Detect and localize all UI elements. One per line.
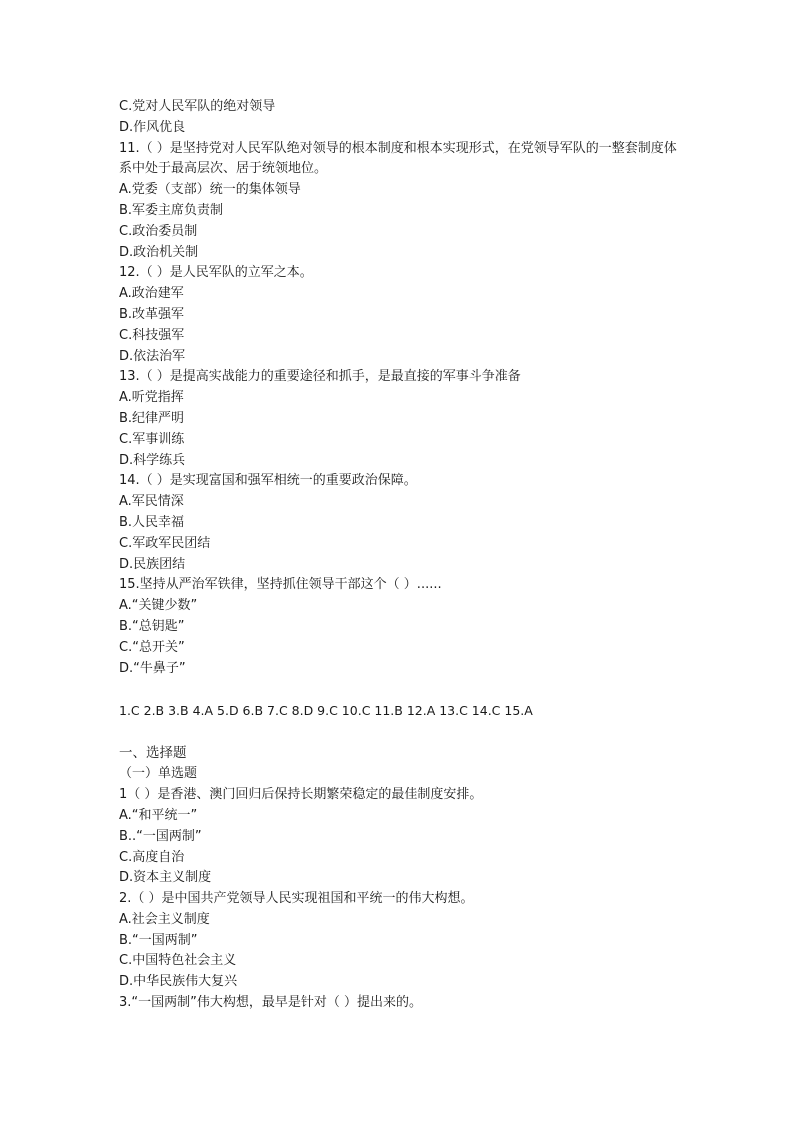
option-line: A.军民情深 bbox=[119, 494, 184, 510]
option-line: A.听党指挥 bbox=[119, 390, 184, 406]
question-text: 1（ ）是香港、澳门回归后保持长期繁荣稳定的最佳制度安排。 bbox=[119, 787, 483, 803]
question-text: 15.坚持从严治军铁律，坚持抓住领导干部这个（ ）...... bbox=[119, 577, 442, 593]
option-line: D.“牛鼻子” bbox=[119, 660, 186, 676]
question-text: 13.（ ）是提高实战能力的重要途径和抓手，是最直接的军事斗争准备 bbox=[119, 369, 521, 385]
option-line: C.军事训练 bbox=[119, 431, 185, 447]
option-line: C.“总开关” bbox=[119, 639, 185, 655]
option-line: D.政治机关制 bbox=[119, 244, 199, 260]
option-line: B..“一国两制” bbox=[119, 828, 202, 844]
option-line: C.高度自治 bbox=[119, 849, 185, 865]
option-line: D.依法治军 bbox=[119, 348, 186, 364]
option-line: A.党委（支部）统一的集体领导 bbox=[119, 182, 301, 198]
option-line: A.“关键少数” bbox=[119, 598, 198, 614]
option-line: B.人民幸福 bbox=[119, 514, 185, 530]
option-line: D.民族团结 bbox=[119, 556, 186, 572]
option-line: A.社会主义制度 bbox=[119, 911, 210, 927]
option-line: D.科学练兵 bbox=[119, 452, 186, 468]
option-line: C.党对人民军队的绝对领导 bbox=[119, 99, 276, 114]
option-line: C.军政军民团结 bbox=[119, 535, 211, 551]
answer-key: 1.C 2.B 3.B 4.A 5.D 6.B 7.C 8.D 9.C 10.C 11.B 12.A 13.C 14.C 15.A bbox=[119, 703, 533, 719]
option-line: D.作风优良 bbox=[119, 119, 186, 135]
option-line: B.军委主席负责制 bbox=[119, 202, 224, 218]
option-line: C.政治委员制 bbox=[119, 223, 198, 239]
option-line: B.纪律严明 bbox=[119, 410, 185, 426]
option-line: B.“一国两制” bbox=[119, 932, 198, 948]
option-line: D.中华民族伟大复兴 bbox=[119, 974, 238, 990]
question-text: 2.（ ）是中国共产党领导人民实现祖国和平统一的伟大构想。 bbox=[119, 891, 474, 907]
document-page bbox=[119, 97, 689, 1014]
option-line: C.科技强军 bbox=[119, 327, 185, 343]
option-line: A.政治建军 bbox=[119, 286, 184, 302]
option-line: B.“总钥匙” bbox=[119, 618, 185, 634]
spacer bbox=[119, 679, 689, 701]
section-title: 一、选择题 bbox=[119, 745, 187, 762]
question-text: 3.“一国两制”伟大构想，最早是针对（ ）提出来的。 bbox=[119, 995, 423, 1011]
question-text: 14.（ ）是实现富国和强军相统一的重要政治保障。 bbox=[119, 473, 417, 489]
question-text: 11.（ ）是坚持党对人民军队绝对领导的根本制度和根本实现形式，在党领导军队的一整套制度体系中处于最高层次、居于统领地位。 bbox=[119, 140, 677, 177]
spacer bbox=[119, 721, 689, 743]
option-line: D.资本主义制度 bbox=[119, 870, 212, 886]
option-line: A.“和平统一” bbox=[119, 807, 198, 823]
option-line: B.改革强军 bbox=[119, 306, 185, 322]
question-text: 12.（ ）是人民军队的立军之本。 bbox=[119, 265, 313, 281]
option-line: C.中国特色社会主义 bbox=[119, 953, 237, 969]
subsection-title: （一）单选题 bbox=[119, 766, 198, 782]
